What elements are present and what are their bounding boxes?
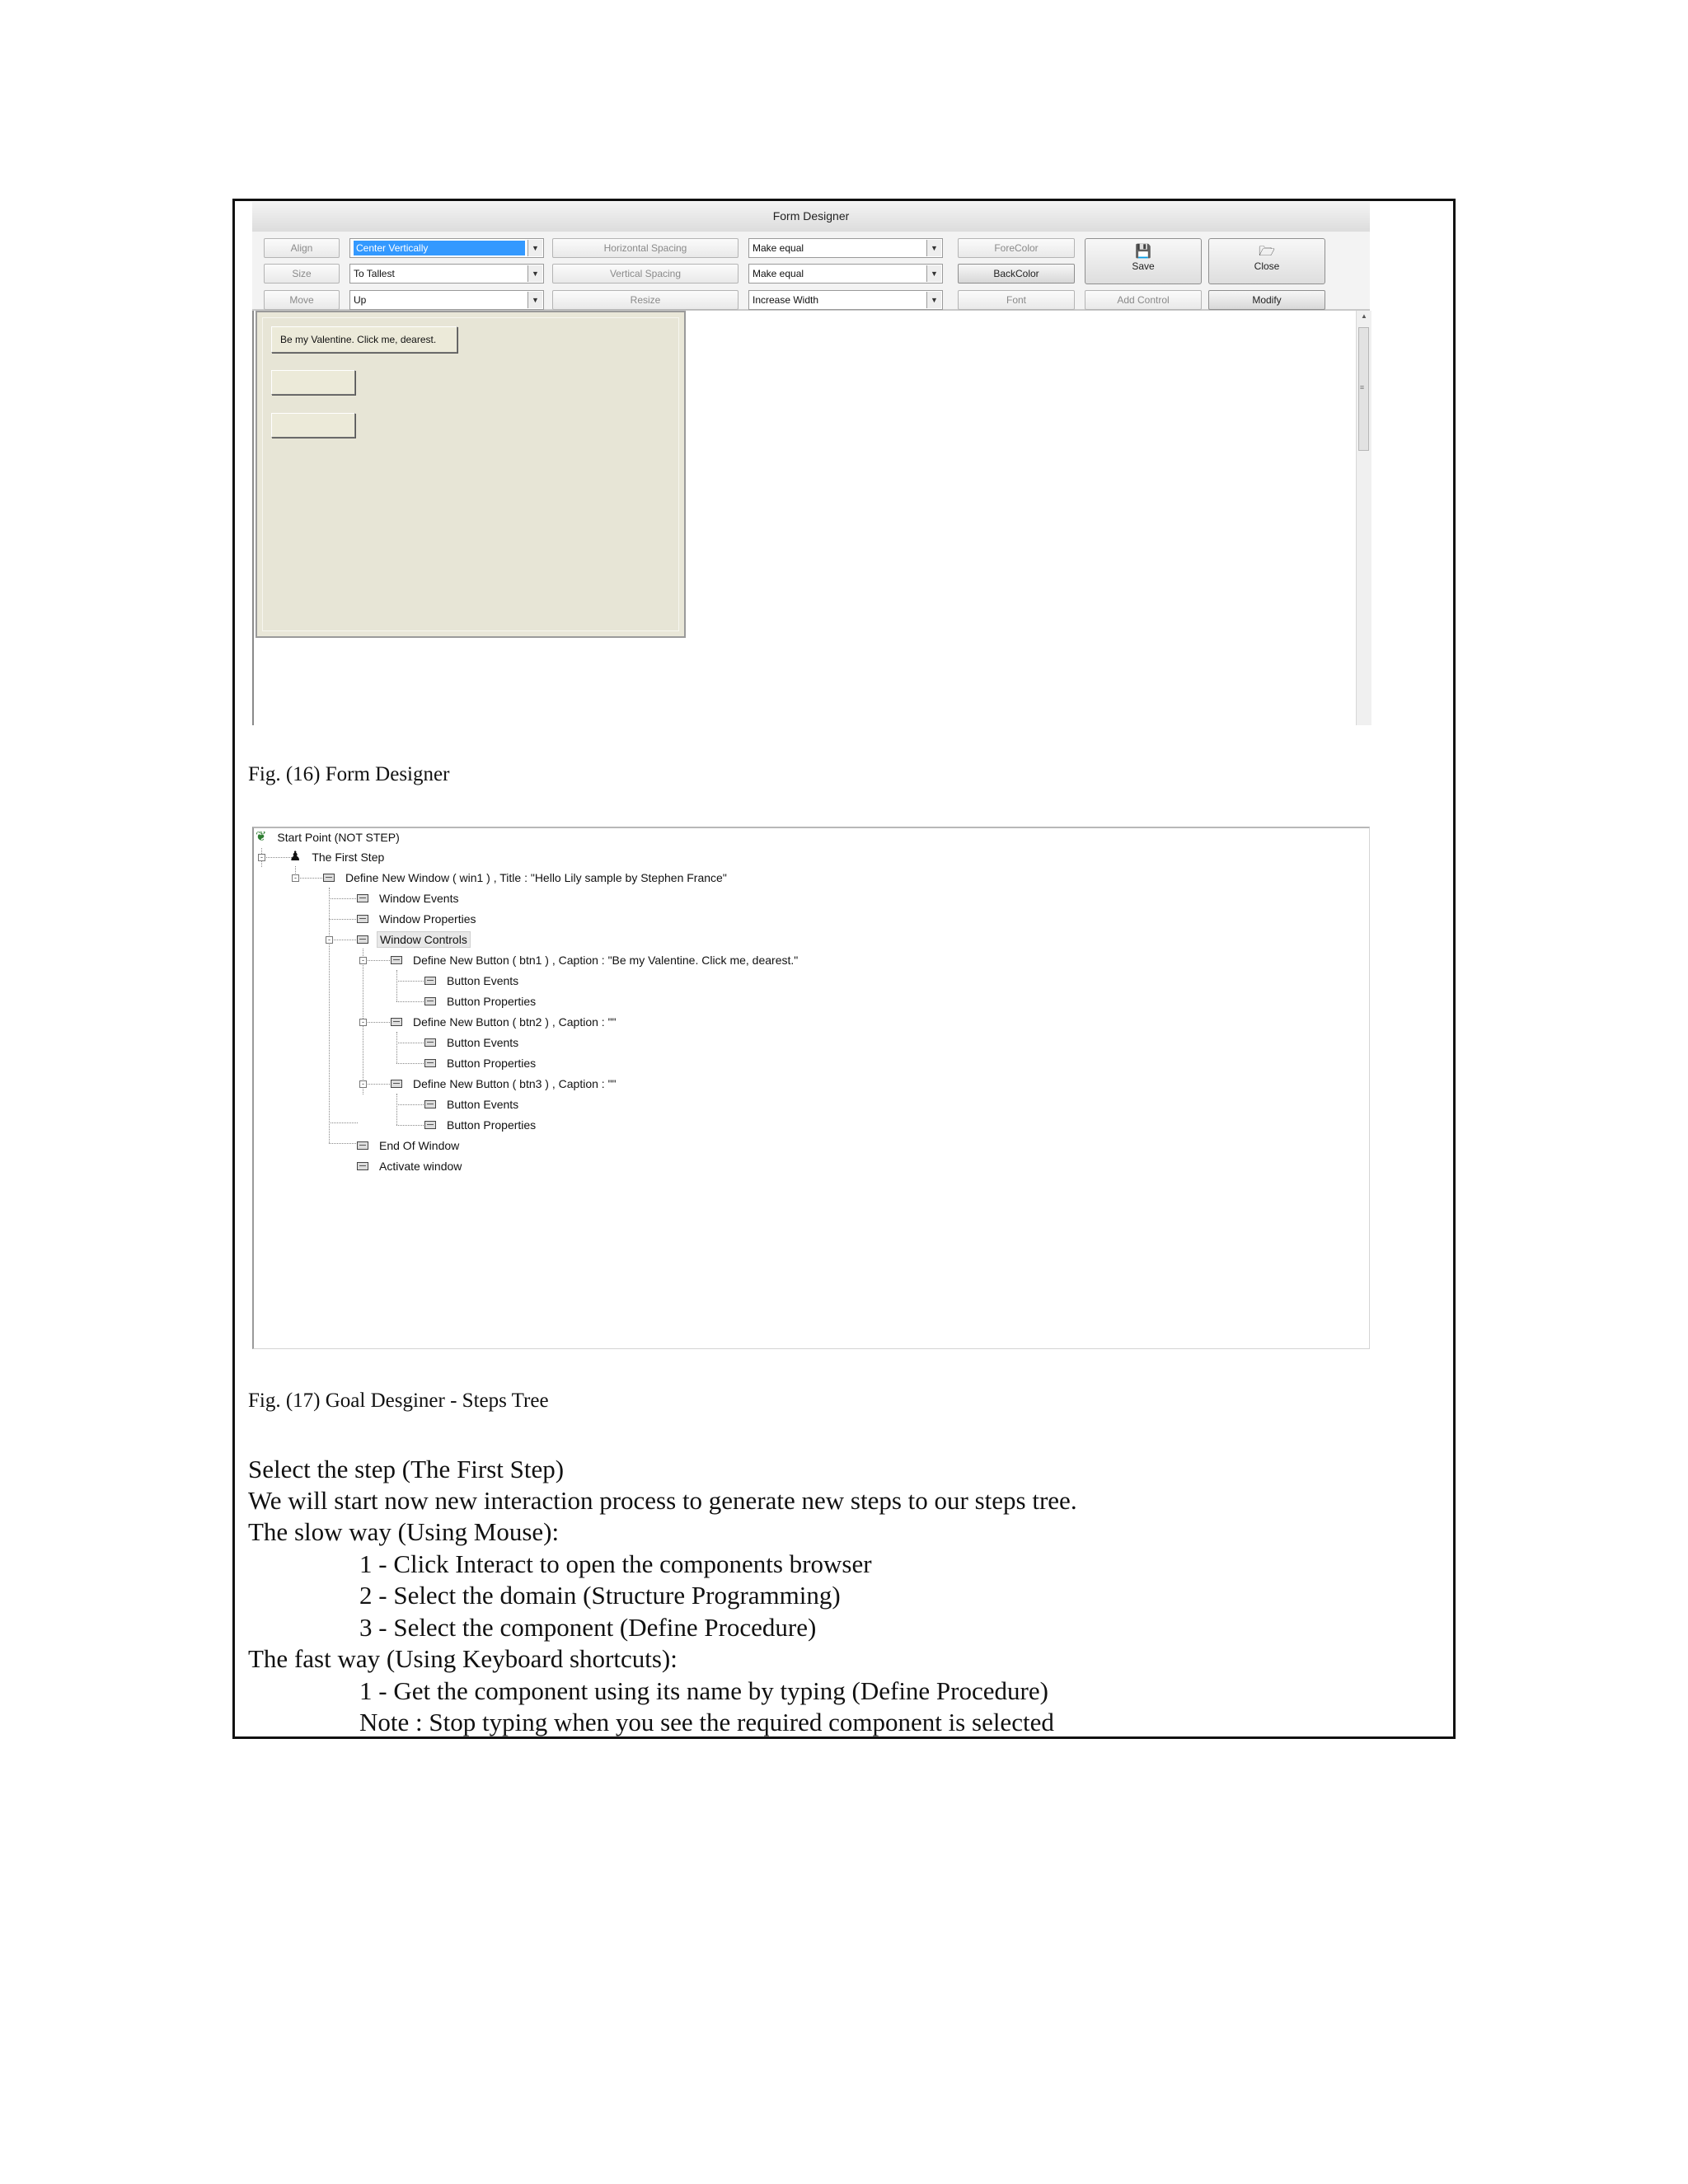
step-icon xyxy=(424,1038,436,1047)
step-icon xyxy=(357,1141,368,1150)
instruction-note: Note : Stop typing when you see the required component is selected xyxy=(359,1708,1054,1736)
chevron-down-icon[interactable]: ▼ xyxy=(926,240,941,256)
tree-connector xyxy=(396,1104,425,1105)
tree-connector xyxy=(329,1122,358,1123)
tree-node-first-step[interactable] xyxy=(289,848,387,866)
tree-node-window-events[interactable] xyxy=(357,889,461,907)
move-select-value: Up xyxy=(354,294,367,306)
horizontal-spacing-select[interactable] xyxy=(748,238,943,258)
collapse-toggle-icon[interactable]: - xyxy=(359,1080,367,1088)
tree-connector xyxy=(329,888,330,1143)
move-select[interactable] xyxy=(349,290,544,310)
save-button-label: Save xyxy=(1132,260,1155,272)
floppy-disk-icon: 💾 xyxy=(1135,245,1151,259)
collapse-toggle-icon[interactable]: - xyxy=(292,874,299,882)
instruction-line: The fast way (Using Keyboard shortcuts): xyxy=(248,1644,678,1673)
step-icon xyxy=(357,915,368,923)
tree-node-label: Button Events xyxy=(447,974,519,987)
design-canvas[interactable] xyxy=(252,311,1372,725)
collapse-toggle-icon[interactable]: - xyxy=(326,936,333,944)
figure-16-caption: Fig. (16) Form Designer xyxy=(248,763,450,785)
tree-node-btn2[interactable] xyxy=(391,1013,619,1031)
horizontal-spacing-button[interactable]: Horizontal Spacing xyxy=(552,238,738,258)
tree-node-label: Window Events xyxy=(379,892,459,905)
collapse-toggle-icon[interactable]: - xyxy=(359,1019,367,1026)
instruction-line: Select the step (The First Step) xyxy=(248,1455,565,1483)
tree-node-btn1-properties[interactable] xyxy=(424,992,538,1010)
tree-connector xyxy=(329,1143,358,1144)
tree-node-btn1-events[interactable] xyxy=(424,972,521,990)
instruction-step: 3 - Select the component (Define Procedure) xyxy=(359,1613,817,1642)
tree-connector xyxy=(396,1032,397,1063)
move-button[interactable]: Move xyxy=(264,290,340,310)
collapse-toggle-icon[interactable]: - xyxy=(359,957,367,964)
tree-node-label: Button Properties xyxy=(447,995,537,1008)
tree-node-label: End Of Window xyxy=(379,1139,460,1152)
backcolor-button[interactable]: BackColor xyxy=(958,264,1075,284)
chevron-down-icon[interactable]: ▼ xyxy=(528,265,542,282)
tree-connector xyxy=(363,1084,392,1085)
tree-node-window-properties[interactable] xyxy=(357,910,479,928)
form-button-btn1[interactable]: Be my Valentine. Click me, dearest. xyxy=(271,326,457,353)
instruction-line: We will start now new interaction process to generate new steps to our steps tree. xyxy=(248,1486,1077,1515)
tree-connector xyxy=(396,1001,425,1002)
chevron-down-icon[interactable]: ▼ xyxy=(528,292,542,308)
step-icon xyxy=(424,977,436,985)
tree-node-define-window[interactable] xyxy=(323,869,729,887)
tree-node-label: Button Events xyxy=(447,1098,519,1111)
tree-connector xyxy=(329,919,358,920)
align-select-value: Center Vertically xyxy=(354,241,525,255)
align-button[interactable]: Align xyxy=(264,238,340,258)
step-icon xyxy=(357,1162,368,1170)
step-icon xyxy=(357,894,368,902)
tree-connector xyxy=(396,981,425,982)
chevron-down-icon[interactable]: ▼ xyxy=(926,265,941,282)
vertical-spacing-select[interactable] xyxy=(748,264,943,284)
tree-node-window-controls[interactable] xyxy=(357,930,471,949)
step-icon xyxy=(357,935,368,944)
tree-node-label: Button Properties xyxy=(447,1118,537,1132)
collapse-toggle-icon[interactable]: - xyxy=(258,854,265,861)
size-select[interactable] xyxy=(349,264,544,284)
tree-node-label: Define New Button ( btn2 ) , Caption : "" xyxy=(413,1015,617,1029)
designed-form[interactable] xyxy=(256,311,686,638)
step-icon xyxy=(391,1080,402,1088)
chevron-down-icon[interactable]: ▼ xyxy=(528,240,542,256)
add-control-button[interactable]: Add Control xyxy=(1085,290,1202,310)
person-icon: ♟ xyxy=(289,850,302,864)
instruction-step: 2 - Select the domain (Structure Programming) xyxy=(359,1581,841,1610)
tree-node-btn1[interactable] xyxy=(391,951,800,969)
tree-node-label: Window Controls xyxy=(377,931,471,948)
tree-connector xyxy=(363,1022,392,1023)
save-button[interactable] xyxy=(1085,238,1202,284)
vertical-spacing-button[interactable]: Vertical Spacing xyxy=(552,264,738,284)
folder-open-icon: 🗁 xyxy=(1259,245,1275,259)
instruction-line: The slow way (Using Mouse): xyxy=(248,1517,560,1546)
tree-connector xyxy=(295,878,324,879)
tree-node-label: Button Events xyxy=(447,1036,519,1049)
step-icon xyxy=(424,1059,436,1067)
step-icon xyxy=(323,874,335,882)
tree-node-label: Activate window xyxy=(379,1160,462,1173)
font-button[interactable]: Font xyxy=(958,290,1075,310)
form-button-btn2[interactable] xyxy=(271,370,355,395)
tree-node-label: Start Point (NOT STEP) xyxy=(277,831,400,844)
step-icon xyxy=(391,1018,402,1026)
tree-node-btn3[interactable] xyxy=(391,1075,619,1093)
tree-connector xyxy=(396,1094,397,1125)
close-button-label: Close xyxy=(1254,260,1280,272)
align-select[interactable] xyxy=(349,238,544,258)
modify-button[interactable]: Modify xyxy=(1208,290,1325,310)
window-title: Form Designer xyxy=(772,209,850,223)
form-button-btn3[interactable] xyxy=(271,413,355,438)
resize-button[interactable]: Resize xyxy=(552,290,738,310)
horizontal-spacing-value: Make equal xyxy=(753,242,804,254)
resize-select-value: Increase Width xyxy=(753,294,819,306)
tree-node-label: Window Properties xyxy=(379,912,476,926)
tree-node-root[interactable] xyxy=(256,828,402,846)
form-client-area[interactable] xyxy=(262,317,679,631)
form-designer-window xyxy=(252,202,1370,725)
tree-connector xyxy=(329,898,358,899)
form-designer-titlebar xyxy=(252,202,1370,232)
step-icon xyxy=(424,997,436,1005)
tree-node-label: Define New Button ( btn3 ) , Caption : "" xyxy=(413,1077,617,1090)
tree-connector xyxy=(261,857,292,858)
tree-node-btn3-properties[interactable] xyxy=(424,1116,538,1134)
tree-connector xyxy=(363,960,392,961)
tree-node-label: Define New Window ( win1 ) , Title : "Hello Lily sample by Stephen France" xyxy=(345,871,727,884)
vertical-scrollbar[interactable] xyxy=(1356,311,1372,725)
tree-node-btn2-events[interactable] xyxy=(424,1033,521,1052)
step-icon xyxy=(391,956,402,964)
figure-17-caption: Fig. (17) Goal Desginer - Steps Tree xyxy=(248,1390,549,1412)
instruction-step: 1 - Click Interact to open the components browser xyxy=(359,1549,872,1578)
tree-node-activate-window[interactable] xyxy=(357,1157,464,1175)
tree-node-label: Button Properties xyxy=(447,1057,537,1070)
vertical-spacing-value: Make equal xyxy=(753,268,804,279)
forecolor-button[interactable]: ForeColor xyxy=(958,238,1075,258)
tree-connector xyxy=(396,1063,425,1064)
start-point-icon: ❦ xyxy=(256,830,267,844)
tree-connector xyxy=(396,1125,425,1126)
tree-node-label: The First Step xyxy=(312,851,385,864)
form-designer-toolbar xyxy=(252,232,1370,311)
scroll-up-arrow-icon[interactable]: ▲ xyxy=(1361,312,1367,320)
grip-icon: ≡ xyxy=(1359,383,1365,391)
size-button[interactable]: Size xyxy=(264,264,340,284)
step-icon xyxy=(424,1100,436,1108)
resize-select[interactable] xyxy=(748,290,943,310)
tree-node-end-window[interactable] xyxy=(357,1137,462,1155)
tree-node-label: Define New Button ( btn1 ) , Caption : "Be my Valentine. Click me, dearest." xyxy=(413,954,799,967)
size-select-value: To Tallest xyxy=(354,268,395,279)
step-icon xyxy=(424,1121,436,1129)
tree-node-btn3-events[interactable] xyxy=(424,1095,521,1113)
instruction-step: 1 - Get the component using its name by typing (Define Procedure) xyxy=(359,1676,1048,1705)
chevron-down-icon[interactable]: ▼ xyxy=(926,292,941,308)
tree-connector xyxy=(396,970,397,1001)
tree-node-btn2-properties[interactable] xyxy=(424,1054,538,1072)
steps-tree-panel xyxy=(252,827,1370,1349)
close-button[interactable] xyxy=(1208,238,1325,284)
